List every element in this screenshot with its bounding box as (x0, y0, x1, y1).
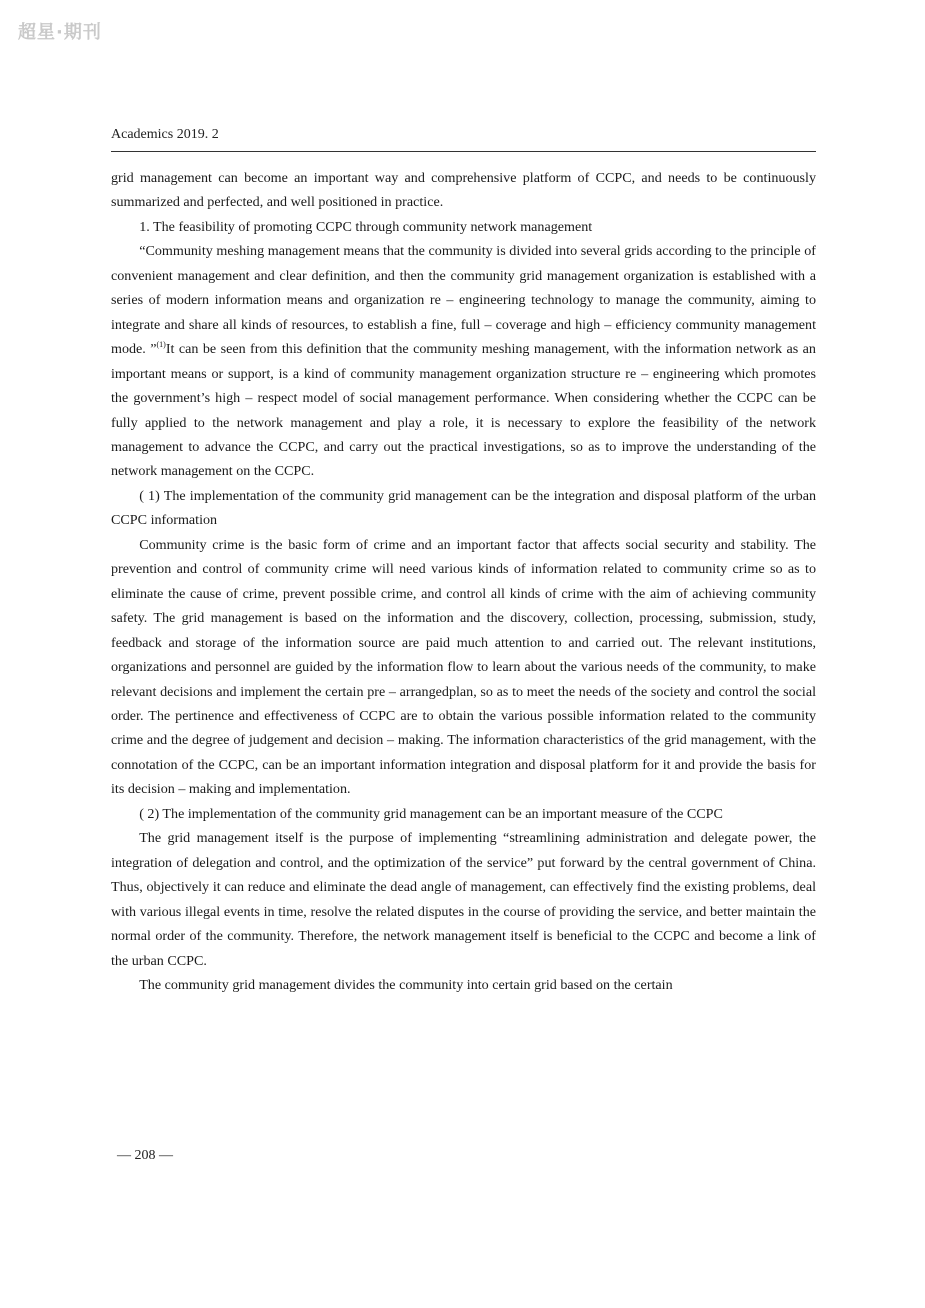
section-heading: 1. The feasibility of promoting CCPC through community network management (139, 218, 593, 235)
header-rule (111, 151, 816, 152)
publisher-watermark: 超星·期刊 (18, 22, 102, 43)
subsection-heading: ( 1) The implementation of the community grid management can be the integration and disposal platform of the urban CCPC information (111, 487, 816, 529)
quote-text: “Community meshing management means that the community is divided into several grids according to the principle of convenient management and clear definition, and then the community grid management organization is established with a series of modern information means and organization re – engineering technology to manage the community, aiming to integrate and share all kinds of resources, to establish a fine, full – coverage and high – efficiency community management mode. ” (111, 243, 816, 358)
body-paragraph: Community crime is the basic form of crime and an important factor that affects social security and stability. The prevention and control of community crime will need various kinds of information related to community crime so as to eliminate the cause of crime, prevent possible crime, and control all kinds of crime with the aim of achieving community safety. The grid management is based on the information and the discovery, collection, processing, submission, study, feedback and storage of the information source are paid much attention to and carried out. The relevant institutions, organizations and personnel are guided by the information flow to learn about the various needs of the community, to make relevant decisions and implement the certain pre – arrangedplan, so as to meet the needs of the society and control the social order. The pertinence and effectiveness of CCPC are to obtain the various possible information related to the community crime and the degree of judgement and decision – making. The information characteristics of the grid management, with the connotation of the CCPC, can be an important information integration and disposal platform for it and provide the basis for its decision – making and implementation. (111, 536, 816, 798)
running-head: Academics 2019. 2 (111, 127, 219, 142)
quote-paragraph (111, 239, 816, 484)
body-paragraph: The community grid management divides the community into certain grid based on the certain (139, 976, 673, 993)
article-body (111, 166, 816, 997)
subsection-heading: ( 2) The implementation of the community grid management can be an important measure of the CCPC (139, 805, 723, 822)
body-paragraph: The grid management itself is the purpose of implementing “streamlining administration and delegate power, the integration of delegation and control, and the optimization of the service” put forward by the central government of China. Thus, objectively it can reduce and eliminate the dead angle of management, can effectively find the existing problems, deal with various illegal events in time, resolve the related disputes in the course of providing the service, and better maintain the normal order of the community. Therefore, the network management itself is beneficial to the CCPC and become a link of the urban CCPC. (111, 830, 816, 969)
citation-marker: (1) (156, 340, 166, 350)
body-paragraph: grid management can become an important way and comprehensive platform of CCPC, and needs to be continuously summarized and perfected, and well positioned in practice. (111, 170, 816, 211)
page-number: — 208 — (117, 1148, 173, 1163)
quote-continuation: It can be seen from this definition that the community meshing management, with the information network as an important means or support, is a kind of community management organization structure re – engineering which promotes the government’s high – respect model of social management performance. When considering whether the CCPC can be fully applied to the network management and play a role, it is necessary to explore the feasibility of the network management to advance the CCPC, and carry out the practical investigations, so as to improve the understanding of the network management on the CCPC. (111, 341, 816, 480)
